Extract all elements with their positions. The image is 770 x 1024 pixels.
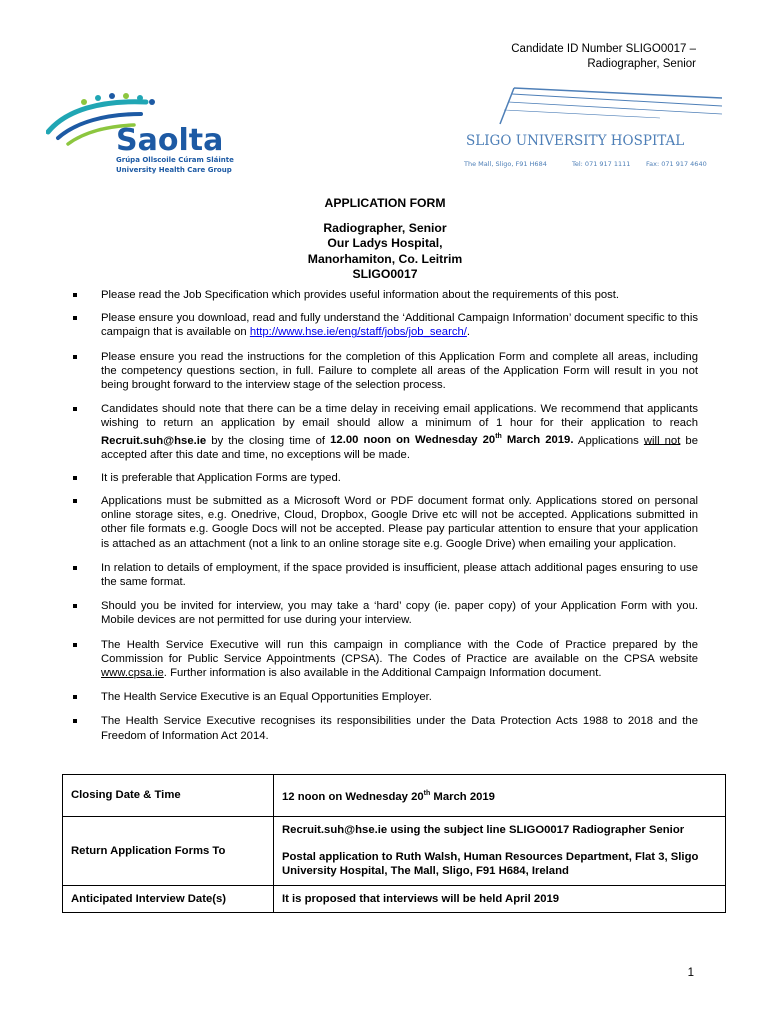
recruit-email: Recruit.suh@hse.ie — [101, 434, 207, 447]
hospital-name: Our Ladys Hospital, — [327, 236, 443, 251]
list-item: Should you be invited for interview, you may take a ‘hard’ copy (ie. paper copy) of your Application Form with you. Mobile devices are not permitted for use during your interview. — [70, 599, 698, 627]
hospital-logo-tel: Tel: 071 917 1111 — [572, 160, 631, 168]
form-title-block — [0, 196, 770, 283]
list-item: Applications must be submitted as a Microsoft Word or PDF document format only. Applications stored on personal online storage sites, e.g. Onedrive, Cloud, Dropbox, Google Drive etc will not be accepted. Applications submitted in other file formats e.g. Google Docs will not be accepted. Please pay particular attention to ensure that your application is attached as an attachment (not a link to an online storage site e.g. Google Drive) when emailing your application. — [70, 494, 698, 551]
return-label: Return Application Forms To — [63, 817, 274, 886]
saolta-logo-name: Saolta — [116, 123, 224, 158]
list-item: Please read the Job Specification which provides useful information about the requirements of this post. — [70, 288, 698, 302]
key-dates-table — [62, 774, 726, 913]
candidate-id-line2: Radiographer, Senior — [587, 58, 696, 70]
hospital-logo-fax: Fax: 071 917 4640 — [646, 160, 707, 168]
interview-label: Anticipated Interview Date(s) — [63, 885, 274, 913]
interview-value: It is proposed that interviews will be held April 2019 — [274, 885, 726, 913]
return-value — [274, 817, 726, 886]
candidate-id-line1: Candidate ID Number SLIGO0017 – — [511, 43, 696, 55]
instructions-list — [70, 288, 698, 743]
closing-label: Closing Date & Time — [63, 775, 274, 817]
post-title: Radiographer, Senior — [323, 220, 447, 235]
list-item: Please ensure you download, read and fully understand the ‘Additional Campaign Information’ document specific to this campaign that is available on http://www.hse.ie/eng/staff/jobs/job_search/. — [70, 311, 698, 339]
closing-value: 12 noon on Wednesday 20th March 2019 — [274, 775, 726, 817]
list-item: The Health Service Executive recognises its responsibilities under the Data Protection Acts 1988 to 2018 and the Freedom of Information Act 2014. — [70, 714, 698, 742]
hospital-location: Manorhamiton, Co. Leitrim — [307, 251, 463, 266]
form-title: APPLICATION FORM — [324, 196, 446, 210]
hospital-logo-address: The Mall, Sligo, F91 H684 — [464, 160, 547, 168]
hospital-building-icon — [500, 88, 722, 124]
candidate-id — [511, 42, 696, 72]
list-item: Please ensure you read the instructions for the completion of this Application Form and complete all areas, including the competency questions section, in full. Failure to complete all areas of the Application Form will result in you not being brought forward to the interview stage of the selection process. — [70, 350, 698, 393]
table-row — [63, 817, 726, 886]
list-item: It is preferable that Application Forms are typed. — [70, 471, 698, 485]
list-item: The Health Service Executive will run this campaign in compliance with the Code of Practice prepared by the Commission for Public Service Appointments (CPSA). The Codes of Practice are available on the CPSA website www.cpsa.ie. Further information is also available in the Additional Campaign Information document. — [70, 638, 698, 681]
list-item: Candidates should note that there can be a time delay in receiving email applications. We recommend that applicants wishing to return an application by email should allow a minimum of 1 hour for their application to reach Recruit.suh@hse.ie by the closing time of 12.00 noon on Wednesday 20th March 2019. Applications will not be accepted after this date and time, no exceptions will be made. — [70, 402, 698, 462]
hospital-logo-name: SLIGO UNIVERSITY HOSPITAL — [466, 133, 685, 149]
return-postal: Postal application to Ruth Walsh, Human Resources Department, Flat 3, Sligo University Hospital, The Mall, Sligo, F91 H684, Ireland — [282, 850, 699, 877]
list-item: The Health Service Executive is an Equal Opportunities Employer. — [70, 690, 698, 704]
page-number: 1 — [687, 967, 694, 979]
hospital-logo — [460, 84, 722, 176]
closing-deadline: 12.00 noon on Wednesday 20th March 2019. — [330, 433, 574, 447]
table-row — [63, 885, 726, 913]
table-row — [63, 775, 726, 817]
campaign-code: SLIGO0017 — [352, 267, 418, 282]
saolta-logo-line1: Grúpa Ollscoile Cúram Sláinte — [116, 156, 234, 164]
cpsa-link[interactable]: www.cpsa.ie — [101, 667, 164, 680]
saolta-logo-line2: University Health Care Group — [116, 166, 232, 174]
list-item: In relation to details of employment, if the space provided is insufficient, please attach additional pages ensuring to use the same format. — [70, 561, 698, 589]
return-email: Recruit.suh@hse.ie using the subject line SLIGO0017 Radiographer Senior — [282, 824, 685, 836]
job-search-link[interactable]: http://www.hse.ie/eng/staff/jobs/job_search/ — [249, 326, 467, 339]
saolta-logo — [46, 92, 241, 178]
